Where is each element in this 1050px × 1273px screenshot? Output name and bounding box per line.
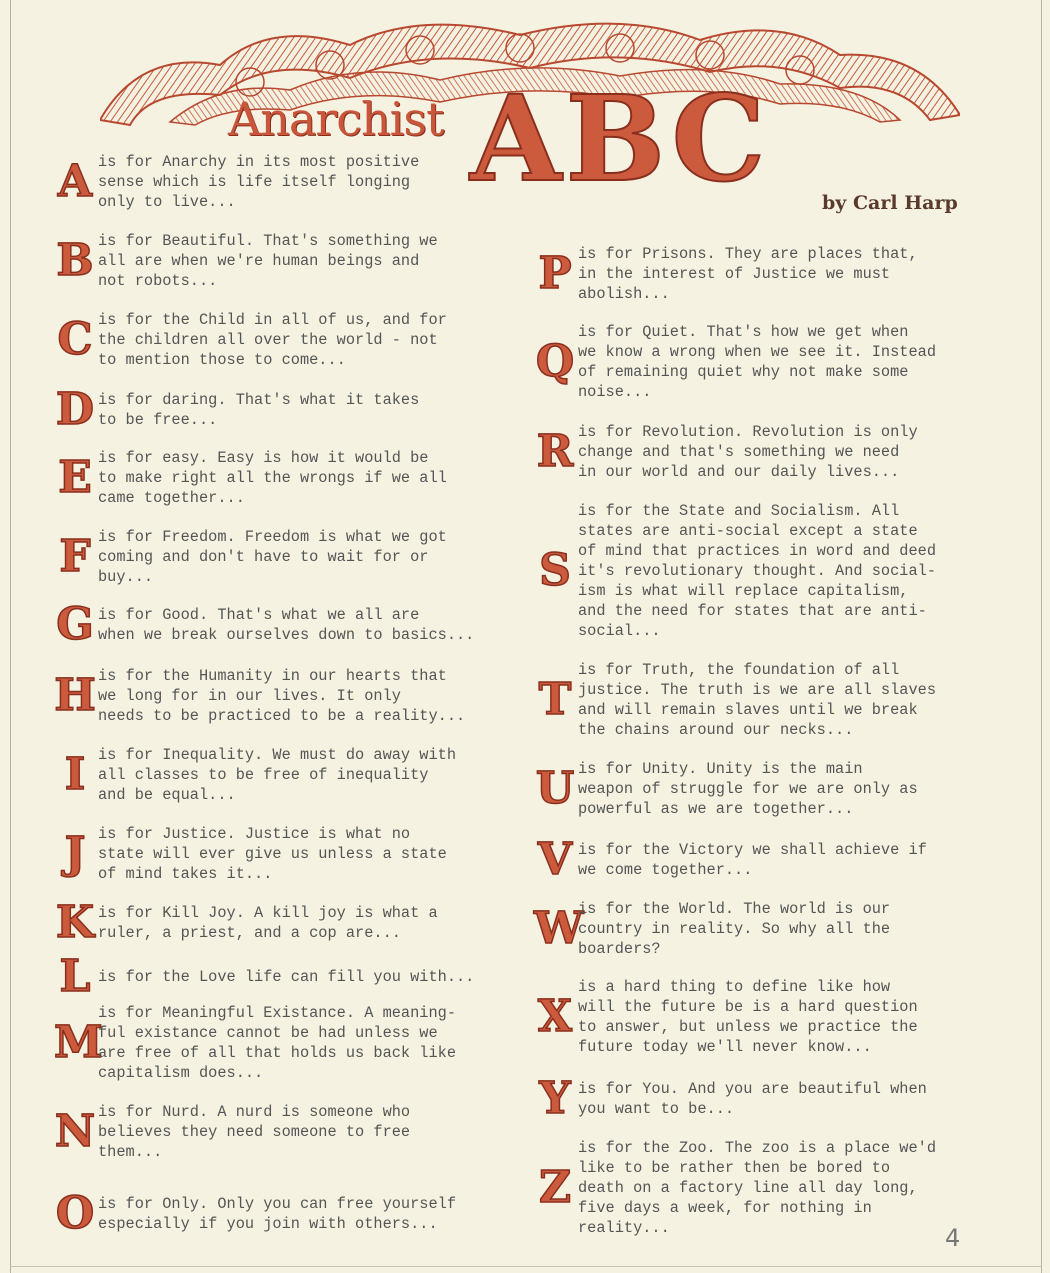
entry-z [534, 1138, 936, 1238]
entry-text: is for the Zoo. The zoo is a place we'd like to be rather then be bored to death on a factory line all day long, five days a week, for nothing in reality... [578, 1139, 937, 1237]
entry-text: is for Only. Only you can free yourself especially if you join with others... [98, 1195, 457, 1233]
entry-f [54, 527, 447, 587]
entry-text: is for Anarchy in its most positive sense which is life itself longing only to live... [98, 153, 420, 211]
entry-text: is for the State and Socialism. All states are anti-social except a state of mind that practices in word and deed it's revolutionary thought. And social- ism is what will replace capitalism, and the need for states that are anti- social... [578, 502, 937, 640]
drop-letter: L [59, 951, 91, 1002]
entry-text: is for the World. The world is our country in reality. So why all the boarders? [578, 900, 891, 958]
drop-letter: S [539, 545, 571, 596]
entry-h [54, 666, 465, 726]
entry-d [54, 384, 420, 435]
drop-letter: N [54, 1106, 96, 1157]
entry-text: is for the Child in all of us, and for the children all over the world - not to mention those to come... [98, 311, 447, 369]
drop-letter: J [64, 828, 86, 879]
left-border-line [10, 0, 11, 1273]
entry-text: is for Prisons. They are places that, in the interest of Justice we must abolish... [578, 245, 918, 303]
entry-text: is for daring. That's what it takes to be free... [98, 391, 420, 429]
entry-u [534, 759, 918, 819]
drop-letter: H [54, 670, 96, 721]
entry-c [54, 310, 447, 370]
entry-text: is for Unity. Unity is the main weapon of struggle for we are only as powerful as we are together... [578, 760, 918, 818]
entry-o [54, 1188, 457, 1239]
entry-n [54, 1102, 410, 1162]
entry-w [534, 899, 890, 959]
entry-e [54, 448, 447, 508]
entry-text: is for Truth, the foundation of all justice. The truth is we are all slaves and will remain slaves until we break the chains around our necks... [578, 661, 937, 739]
entry-x [534, 977, 918, 1057]
drop-letter: V [537, 834, 573, 885]
drop-letter: X [537, 991, 573, 1042]
drop-letter: O [55, 1188, 95, 1239]
byline: by Carl Harp [822, 192, 958, 214]
drop-letter: G [56, 599, 94, 650]
entry-k [54, 897, 438, 948]
entry-text: is for Revolution. Revolution is only change and that's something we need in our world and our daily lives... [578, 423, 918, 481]
entry-b [54, 231, 438, 291]
drop-letter: U [535, 763, 575, 814]
entry-t [534, 660, 936, 740]
drop-letter: M [54, 1017, 103, 1068]
drop-letter: Z [538, 1162, 572, 1213]
drop-letter: I [64, 749, 86, 800]
page-number: 4 [945, 1224, 961, 1252]
drop-letter: Q [535, 336, 575, 387]
drop-letter: E [58, 452, 92, 503]
entry-s [534, 501, 936, 641]
bottom-border-line [10, 1266, 1042, 1267]
drop-letter: F [59, 531, 91, 582]
entry-text: is for the Love life can fill you with... [98, 968, 475, 986]
entry-text: is for Beautiful. That's something we all are when we're human beings and not robots... [98, 232, 438, 290]
entry-text: is for Nurd. A nurd is someone who believes they need someone to free them... [98, 1103, 411, 1161]
drop-letter: C [57, 314, 93, 365]
entry-a [54, 152, 419, 212]
drop-letter: B [56, 235, 94, 286]
entry-text: is for Inequality. We must do away with all classes to be free of inequality and be equal... [98, 746, 457, 804]
entry-y [534, 1073, 927, 1124]
entry-text: is for Freedom. Freedom is what we got coming and don't have to wait for or buy... [98, 528, 447, 586]
entry-i [54, 745, 456, 805]
entry-text: is for the Victory we shall achieve if we come together... [578, 841, 927, 879]
title-abc: ABC [470, 69, 770, 208]
drop-letter: D [55, 384, 95, 435]
drop-letter: T [538, 674, 572, 725]
entry-text: is for Good. That's what we all are when we break ourselves down to basics... [98, 606, 475, 644]
entry-text: is for Kill Joy. A kill joy is what a ruler, a priest, and a cop are... [98, 904, 438, 942]
entry-m [54, 1003, 456, 1083]
entry-g [54, 599, 475, 650]
entry-v [534, 834, 927, 885]
entry-text: is for You. And you are beautiful when you want to be... [578, 1080, 927, 1118]
entry-text: is for easy. Easy is how it would be to make right all the wrongs if we all came together... [98, 449, 447, 507]
entry-j [54, 824, 447, 884]
entry-text: is for Justice. Justice is what no state will ever give us unless a state of mind takes it... [98, 825, 447, 883]
drop-letter: Y [539, 1073, 571, 1124]
drop-letter: A [57, 156, 93, 207]
entry-text: is for Quiet. That's how we get when we know a wrong when we see it. Instead of remaining quiet why not make some noise... [578, 323, 937, 401]
drop-letter: W [534, 903, 584, 954]
drop-letter: K [55, 897, 95, 948]
entry-q [534, 322, 936, 402]
entry-l [54, 951, 475, 1002]
entry-text: is a hard thing to define like how will the future be is a hard question to answer, but unless we practice the future today we'll never know... [578, 978, 918, 1056]
drop-letter: P [538, 248, 572, 299]
drop-letter: R [536, 426, 574, 477]
entry-text: is for Meaningful Existance. A meaning- ful existance cannot be had unless we are free of all that holds us back like capitalism does... [98, 1004, 457, 1082]
right-border-line [1041, 0, 1042, 1273]
entry-text: is for the Humanity in our hearts that we long for in our lives. It only needs to be practiced to be a reality... [98, 667, 466, 725]
entry-r [534, 422, 918, 482]
entry-p [534, 244, 918, 304]
title-anarchist: Anarchist [228, 92, 444, 146]
